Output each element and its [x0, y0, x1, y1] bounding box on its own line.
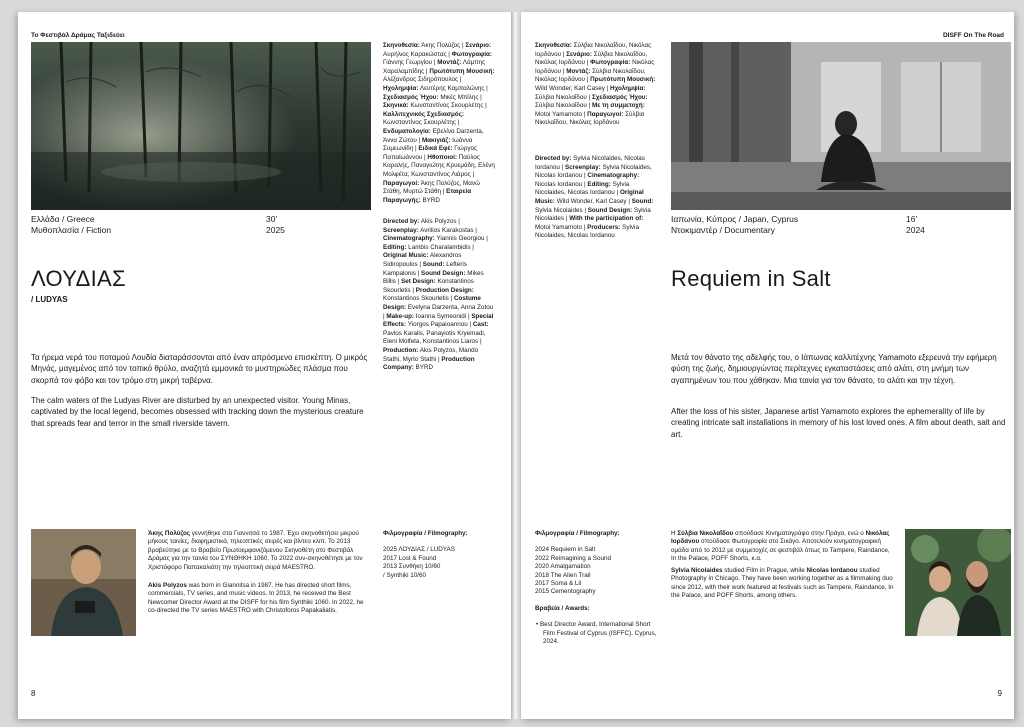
right-page [521, 12, 1014, 719]
credit-role: Πρωτότυπη Μουσική: [429, 67, 495, 75]
credit-role: Production Company: [383, 355, 475, 372]
filmography-item: 2015 Cementography [535, 588, 596, 596]
film-meta [31, 214, 371, 236]
credit-role: Ηθοποιοί: [427, 153, 457, 161]
synopsis-greek: Μετά τον θάνατο της αδελφής του, ο Ιάπωνας καλλιτέχνης Yamamoto εξερευνά την εφήμερη φύση της ζωής, δημιουργώντας περίτεχνες εγκαταστάσεις από αλάτι, στη μνήμη των αγαπημένων του που χάθηκαν. Μια ταινία για τον θάνατο, το αλάτι και την τέχνη. [671, 353, 997, 385]
credit-value: Mikes Billis | [383, 269, 484, 286]
film-subtitle: / LUDYAS [31, 295, 68, 304]
credit-value: Γιώργος Παπαϊωάννου | [383, 145, 478, 161]
left-page [18, 12, 511, 719]
credit-value: Μικές Μπίλης | [438, 93, 482, 101]
credit-value: Avrilios Karakostas | [418, 226, 477, 234]
credit-role: Ενδυματολογία: [383, 127, 431, 135]
filmography-heading: Φιλμογραφία / Filmography: [383, 530, 468, 537]
filmography [383, 530, 498, 580]
running-head: Το Φεστιβάλ Δράμας Ταξιδεύει [31, 32, 125, 39]
credit-value: Κωνσταντίνος Σκουρλέτης | [383, 119, 460, 127]
credit-value: Pavlos Karalis, Panayiotis Kryemadi, Eleni Molfeta, Konstantinos Liaros | [383, 329, 486, 346]
credit-role: Σχεδιασμός Ήχου: [383, 93, 439, 101]
credit-value: Ιωάννα Συμεωνίδη | [383, 136, 473, 153]
credit-value: Akis Polyzos | [419, 218, 460, 225]
credit-value: Sylvia Nicolaides, Nicolas Iordanou | [535, 180, 630, 197]
credit-role: Editing: [587, 180, 611, 188]
credit-role: Sound: [422, 260, 445, 268]
synopsis-english: After the loss of his sister, Japanese artist Yamamoto explores the ephemerality of life by creating intricate salt installations in memory of his lost loved ones. A film about death, salt and art. [671, 407, 1006, 439]
bio-text: studied Photography in Chicago. They have been working together as a filmmaking duo since 2012, with their work featured at festivals such as Tampere, Raindance, In the Palace, and POFF Shorts, among others. [671, 567, 894, 600]
filmography-item: 2020 Amalgamation [535, 563, 591, 571]
credit-value: Alexandros Sidiropoulos | [383, 252, 462, 268]
credit-value: Εβελίνα Darzenta, Άννα Ζώτου | [383, 127, 484, 144]
credit-value: Wild Wonder, Karl Casey | [554, 197, 632, 205]
bio-text-greek: γεννήθηκε στα Γιαννιτσά το 1987. Έχει σκηνοθετήσει μικρού μήκους ταινίες, διαφημιστικά, τηλεοπτικές σειρές και βίντεο κλιπ. Το 2013 βραβεύτηκε με το Βραβείο Πρωτοεμφανιζόμενου Σκηνοθέτη στο Φεστιβάλ Δράμας για την ταινία του ΣΥΝΘΗΚΗ 1060. Το 2022 συν-σκηνοθέτησε με τον Χριστόφορο Παπακαλιάτη την τηλεοπτική σειρά MAESTRO. [148, 530, 363, 571]
credit-value: Ioanna Symeonidi | [414, 312, 472, 320]
filmography-item: 2022 Reimagining a Sound [535, 554, 611, 562]
credit-role: Costume Design: [383, 295, 481, 311]
credit-value: Σύλβια Νικολαΐδου | [535, 102, 592, 110]
bio-name-english: Akis Polyzos [148, 582, 187, 589]
credit-value: Αυρήλιος Καρακώστας | [383, 50, 452, 58]
credit-role: Screenplay: [565, 163, 601, 171]
credit-role: Sound Design: [587, 206, 633, 214]
credit-role: Screenplay: [383, 226, 419, 234]
film-title: Requiem in Salt [671, 266, 831, 291]
credit-role: Ηχολημψία: [383, 84, 419, 92]
credit-value: Σύλβια Νικολαΐδου, Νικόλας Ιορδάνου | [535, 67, 646, 84]
filmography-item: 2024 Requiem in Salt [535, 546, 596, 554]
credit-role: Cinematography: [383, 235, 435, 243]
credits-english [383, 218, 495, 373]
credit-role: Sound Design: [421, 269, 466, 277]
credit-value: Akis Polyzos, Mando Stathi, Myrto Stathi | [383, 346, 479, 363]
credit-role: Πρωτότυπη Μουσική: [590, 76, 656, 84]
genre: Μυθοπλασία / Fiction [31, 225, 112, 235]
synopsis-greek: Τα ήρεμα νερά του ποταμού Λουδία διαταράσσονται από έναν απρόσμενο επισκέπτη. Ο μικρός Μηνάς, μαγεμένος από τον τοπικό θρύλο, αναζητά εμμονικά το μυστηριώδες πλάσμα που σκορπά τον φόβο και τον τρόμο στη μικρή ταβέρνα. [31, 353, 368, 385]
filmography-item: 2025 ΛΟΥΔΙΑΣ / LUDYAS [383, 546, 455, 554]
credit-value: Wild Wonder, Karl Casey | [535, 84, 611, 92]
bio-name-greek: Άκης Πολύζος [148, 530, 191, 537]
country: Ελλάδα / Greece [31, 214, 95, 224]
credit-role: Σχεδιασμός Ήχου: [591, 93, 648, 101]
bio-text: studied Film in Prague, while [722, 567, 807, 574]
credit-role: Set Design: [401, 278, 436, 286]
credit-role: Καλλιτεχνικός Σχεδιασμός: [383, 110, 465, 118]
duration: 16’ [906, 214, 918, 224]
credit-value: Sylvia Nicolaides, Nicolas Iordanou [535, 223, 639, 240]
credit-value: Γιάννης Γεωργίου | [383, 59, 438, 67]
credit-value: Sylvia Nicolaides | [535, 206, 651, 223]
directors-portrait [905, 529, 1011, 636]
credit-role: Φωτογραφία: [451, 50, 492, 58]
credit-role: Production: [383, 346, 419, 354]
award-item: • Best Director Award, International Short Film Festival of Cyprus (ISFFC), Cyprus, 2024. [536, 621, 657, 646]
credit-role: Editing: [383, 243, 407, 251]
credit-value: Lambis Charalambidis | [406, 243, 474, 251]
credit-role: Producers: [587, 223, 621, 231]
director-portrait-polyzos [31, 529, 136, 636]
director-bio-english [148, 582, 373, 616]
credit-value: Sylvia Nicolaides | [535, 206, 588, 214]
credit-role: Special Effects: [383, 312, 494, 329]
credit-role: Φωτογραφία: [590, 59, 631, 67]
film-still-ludyas [31, 42, 371, 210]
credit-value: Κωνσταντίνος Σκουρλέτης | [408, 102, 487, 110]
credit-value: Lefteris Kampalonis | [383, 260, 467, 277]
country: Ιαπωνία, Κύπρος / Japan, Cyprus [671, 214, 799, 224]
credit-value: BYRD [420, 196, 440, 204]
credit-value: Σύλβια Νικολαΐδου, Νικόλας Ιορδάνου | [535, 50, 648, 67]
year: 2025 [266, 225, 285, 235]
credit-role: Σενάριο: [465, 42, 492, 49]
filmography [535, 530, 660, 646]
credit-role: Σκηνοθεσία: [535, 42, 572, 49]
credit-role: Με τη συμμετοχή: [591, 102, 645, 110]
page-number: 9 [997, 689, 1002, 698]
credit-role: With the participation of: [569, 215, 644, 223]
credit-role: Σκηνικά: [383, 102, 409, 110]
credit-role: Εταιρεία Παραγωγής: [383, 188, 472, 204]
bio-text: σπούδασε Κινηματογράφο στην Πράγα, ενώ ο [733, 530, 866, 537]
bio-name: Νικόλας Ιορδάνου [671, 530, 890, 546]
directors-bio-english [671, 567, 896, 601]
filmography-heading: Φιλμογραφία / Filmography: [535, 530, 620, 537]
bio-name: Σύλβια Νικολαΐδου [677, 530, 734, 537]
year: 2024 [906, 225, 925, 235]
credit-value: Σύλβια Νικολαΐδου | [535, 93, 592, 101]
credit-value: Sylvia Nicolaides, Nicolas Iordanou | [535, 163, 652, 180]
credit-value: Νικόλας Ιορδάνου | [535, 59, 655, 75]
credit-value: Σύλβια Νικολαΐδου, Νικόλας Ιορδάνου [535, 110, 645, 127]
bio-name: Sylvia Nicolaides [671, 567, 723, 574]
credit-value: Yiorgos Papaioannou | [406, 321, 473, 329]
credit-role: Sound: [631, 197, 654, 205]
credit-value: Άκης Πολύζος | [419, 42, 466, 49]
credit-value: Konstantinos Skourletis | [383, 295, 454, 303]
credits-greek [535, 42, 657, 128]
credit-role: Cast: [472, 321, 489, 329]
credit-role: Original Music: [535, 189, 644, 205]
bio-text: Η [671, 530, 678, 537]
bio-text: σπούδασε Φωτογραφία στο Σικάγο. Αποτελούν κινηματογραφική ομάδα από το 2012 με συμμετοχές σε φεστιβάλ όπως το Tampere, Raindance, In the Palace, POFF Shorts, κ.α. [671, 538, 890, 563]
credit-value: Άκης Πολύζος, Μανώ Στάθη, Μυρτώ Στάθη | [383, 179, 480, 196]
credit-role: Παραγωγοί: [587, 110, 624, 118]
credit-role: Σενάριο: [566, 50, 592, 58]
filmography-item: 2018 The Alien Trail [535, 571, 591, 579]
credit-value: Αλέξανδρος Σιδηρόπουλος | [383, 76, 462, 84]
directors-bio-greek [671, 530, 896, 564]
credit-role: Παραγωγοί: [383, 179, 420, 187]
credit-role: Directed by: [535, 155, 572, 162]
filmography-item: 2017 Lost & Found [383, 554, 437, 562]
filmography-item: 2013 Συνθήκη 10/60 [383, 563, 441, 571]
film-meta [671, 214, 1011, 236]
credit-role: Σκηνοθεσία: [383, 42, 420, 49]
film-still-requiem [671, 42, 1011, 210]
awards-heading: Βραβεία / Awards: [535, 604, 590, 612]
credit-role: Ηχολημψία: [610, 84, 646, 92]
credit-value: Sylvia Nicolaides, Nicolas Iordanou | [535, 155, 645, 171]
credit-role: Μοντάζ: [566, 67, 591, 75]
bio-text-english: was born in Giannitsa in 1987. He has directed short films, commercials, TV series, and music videos. In 2013, he received the Best Newcomer Director Award at the DISFF for his film Synthiki 1060. In 2022, he co-directed the TV series MAESTRO with Christoforos Papakaliatis. [148, 582, 364, 615]
bio-name: Nicolas Iordanou [806, 567, 858, 574]
running-head: DISFF On The Road [942, 32, 1004, 39]
credits-english [535, 155, 657, 241]
credit-value: Λάμπης Χαραλαμπίδης | [383, 59, 486, 75]
credit-value: Nicolas Iordanou | [535, 180, 588, 188]
credit-role: Μακιγιάζ: [421, 136, 451, 144]
credit-role: Original Music: [383, 252, 429, 260]
credit-role: Directed by: [383, 218, 420, 225]
page-number: 8 [31, 689, 36, 698]
duration: 30’ [266, 214, 278, 224]
credit-value: Evelyna Darzenta, Anna Zotou | [383, 303, 494, 320]
credit-value: Motoi Yamamoto | [535, 223, 588, 231]
credit-role: Ειδικά Εφέ: [418, 145, 453, 153]
credits-greek [383, 42, 495, 205]
film-title: ΛΟΥΔΙΑΣ [31, 266, 126, 291]
credit-role: Μοντάζ: [437, 59, 462, 67]
credit-role: Production Design: [415, 286, 474, 294]
synopsis-english: The calm waters of the Ludyas River are disturbed by an unexpected visitor. Young Minas, captivated by the local legend, becomes obsessed with tracking down the mysterious creature that spreads fear and terror in the small riverside tavern. [31, 396, 364, 428]
credit-value: Motoi Yamamoto | [535, 110, 588, 118]
filmography-item: / Synthiki 10/60 [383, 571, 427, 579]
credit-value: Yiannis Georgiou | [434, 235, 488, 243]
credit-value: Σύλβια Νικολαΐδου, Νικόλας Ιορδάνου | [535, 42, 652, 58]
filmography-item: 2017 Soma & Lil [535, 580, 582, 588]
director-bio-greek [148, 530, 373, 572]
book-gutter [511, 12, 521, 719]
credit-value: Λευτέρης Καμπαλώνης | [418, 84, 488, 92]
credit-role: Cinematography: [587, 172, 640, 180]
credit-role: Make-up: [386, 312, 415, 320]
credit-value: Παύλος Καραλής, Παναγιώτης Κρυεμάδη, Ελένη Μολφέτα, Κωνσταντίνος Λιάρος | [383, 153, 495, 178]
genre: Ντοκιμαντέρ / Documentary [671, 225, 775, 235]
credit-value: Konstantinos Skourletis | [383, 278, 474, 294]
credit-value: BYRD [413, 364, 434, 372]
